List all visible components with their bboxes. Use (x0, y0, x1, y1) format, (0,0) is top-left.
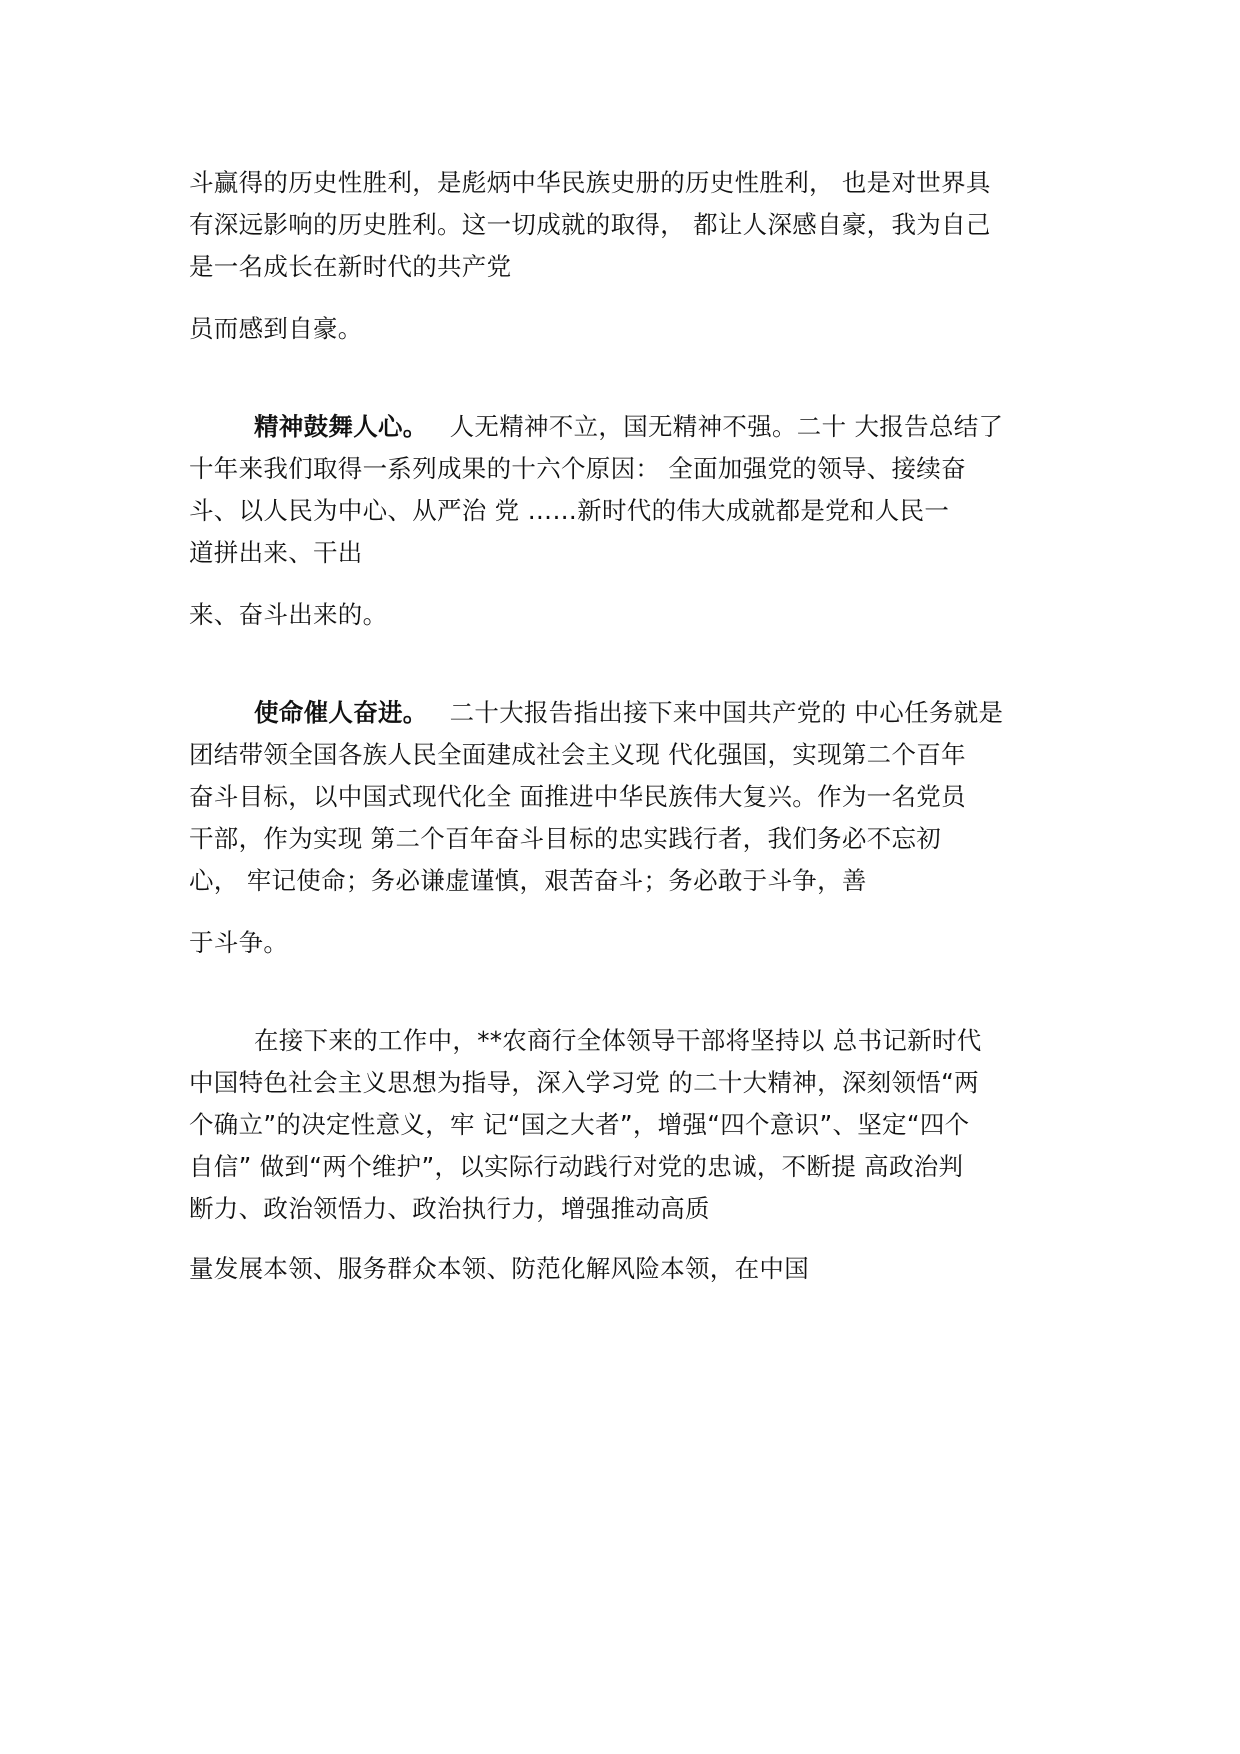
paragraph-line: 有深远影响的历史胜利。这一切成就的取得， 都让人深感自豪，我为自己 (189, 210, 991, 239)
paragraph-text: 人无精神不立，国无精神不强。二十 大报告总结了 (449, 412, 1004, 441)
paragraph-line: 十年来我们取得一系列成果的十六个原因： 全面加强党的领导、接续奋 (189, 454, 966, 483)
section-heading: 精神鼓舞人心。 (254, 412, 428, 441)
section-heading: 使命催人奋进。 (254, 698, 428, 727)
paragraph-first-line (254, 697, 1003, 729)
paragraph-line: 个确立”的决定性意义，牢 记“国之大者”，增强“四个意识”、坚定“四个 (189, 1110, 970, 1139)
paragraph-line: 于斗争。 (189, 928, 289, 957)
paragraph-line: 干部，作为实现 第二个百年奋斗目标的忠实践行者，我们务必不忘初 (189, 824, 942, 853)
paragraph-line: 奋斗目标，以中国式现代化全 面推进中华民族伟大复兴。作为一名党员 (189, 782, 966, 811)
paragraph-line: 团结带领全国各族人民全面建成社会主义现 代化强国，实现第二个百年 (189, 740, 966, 769)
paragraph-line: 来、奋斗出来的。 (189, 600, 388, 629)
paragraph-line: 中国特色社会主义思想为指导，深入学习党 的二十大精神，深刻领悟“两 (189, 1068, 979, 1097)
paragraph-line: 道拼出来、干出 (189, 538, 363, 567)
paragraph-line: 斗、以人民为中心、从严治 党 ……新时代的伟大成就都是党和人民一 (189, 496, 950, 525)
paragraph-line: 自信” 做到“两个维护”，以实际行动践行对党的忠诚，不断提 高政治判 (189, 1152, 964, 1181)
paragraph-line: 量发展本领、服务群众本领、防范化解风险本领，在中国 (189, 1254, 809, 1283)
paragraph-text: 二十大报告指出接下来中国共产党的 中心任务就是 (449, 698, 1004, 727)
paragraph-first-line: 在接下来的工作中，**农商行全体领导干部将坚持以 总书记新时代 (254, 1026, 982, 1055)
paragraph-line: 员而感到自豪。 (189, 314, 363, 343)
paragraph-line: 心， 牢记使命；务必谦虚谨慎，艰苦奋斗；务必敢于斗争，善 (189, 866, 867, 895)
paragraph-line: 是一名成长在新时代的共产党 (189, 252, 512, 281)
paragraph-line: 断力、政治领悟力、政治执行力，增强推动高质 (189, 1194, 710, 1223)
paragraph-line: 斗赢得的历史性胜利，是彪炳中华民族史册的历史性胜利， 也是对世界具 (189, 168, 991, 197)
paragraph-first-line (254, 411, 1003, 443)
